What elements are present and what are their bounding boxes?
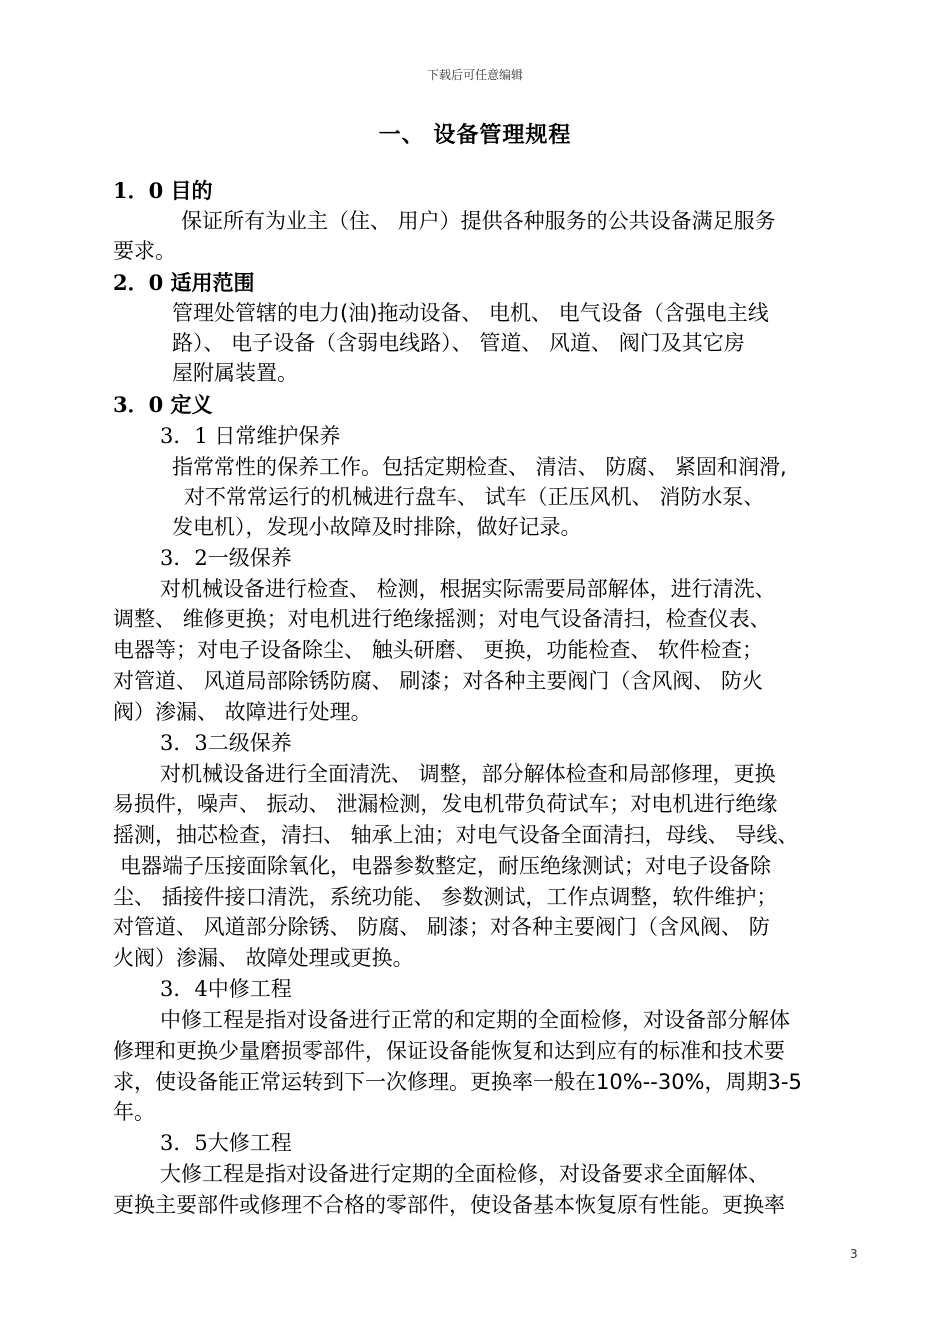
paragraph-line: 电器端子压接面除氧化，电器参数整定，耐压绝缘测试；对电子设备除 [120, 854, 771, 878]
section-heading: 2．0 适用范围 [113, 270, 255, 295]
paragraph-line: 电器等；对电子设备除尘、 触头研磨、 更换，功能检查、 软件检查； [113, 638, 764, 662]
paragraph-line: 对不常常运行的机械进行盘车、 试车（正压风机、 消防水泵、 [184, 485, 765, 509]
document-title: 一、 设备管理规程 [378, 123, 572, 148]
paragraph-line: 修理和更换少量磨损零部件，保证设备能恢复和达到应有的标准和技术要 [113, 1039, 785, 1063]
paragraph-line: 火阀）渗漏、 故障处理或更换。 [113, 946, 414, 970]
paragraph-line: 调整、 维修更换；对电机进行绝缘摇测；对电气设备清扫，检查仪表、 [113, 607, 771, 631]
paragraph-line: 管理处管辖的电力(油)拖动设备、 电机、 电气设备（含强电主线 [172, 301, 769, 325]
paragraph-line: 要求。 [113, 239, 176, 263]
paragraph-line: 屋附属装置。 [172, 361, 298, 385]
paragraph-line: 易损件，噪声、 振动、 泄漏检测，发电机带负荷试车；对电机进行绝缘 [113, 792, 778, 816]
paragraph-line: 保证所有为业主（住、 用户）提供各种服务的公共设备满足服务 [181, 209, 776, 233]
paragraph-line: 大修工程是指对设备进行定期的全面检修，对设备要求全面解体、 [160, 1162, 769, 1186]
paragraph-line: 对管道、 风道局部除锈防腐、 刷漆；对各种主要阀门（含风阀、 防火 [113, 669, 764, 693]
paragraph-line: 发电机），发现小故障及时排除，做好记录。 [172, 515, 582, 539]
paragraph-line: 对管道、 风道部分除锈、 防腐、 刷漆；对各种主要阀门（含风阀、 防 [113, 915, 770, 939]
page-header: 下载后可任意编辑 [426, 68, 523, 82]
section-heading: 1．0 目的 [113, 178, 213, 203]
paragraph-line: 尘、 插接件接口清洗，系统功能、 参数测试，工作点调整，软件维护； [113, 885, 778, 909]
page-number: 3 [850, 1247, 858, 1261]
section-heading: 3．0 定义 [113, 392, 213, 417]
paragraph-line: 指常常性的保养工作。包括定期检查、 清洁、 防腐、 紧固和润滑, [172, 455, 787, 479]
subsection-heading: 3．3二级保养 [160, 731, 292, 755]
paragraph-line: 路）、 电子设备（含弱电线路）、 管道、 风道、 阀门及其它房 [172, 331, 745, 355]
paragraph-line: 阀）渗漏、 故障进行处理。 [113, 700, 372, 724]
paragraph-line: 中修工程是指对设备进行正常的和定期的全面检修，对设备部分解体 [160, 1008, 790, 1032]
subsection-heading: 3．4中修工程 [160, 977, 292, 1001]
subsection-heading: 3．2一级保养 [160, 546, 292, 570]
subsection-heading: 3．1 日常维护保养 [160, 424, 341, 448]
paragraph-line: 摇测，抽芯检查，清扫、 轴承上油；对电气设备全面清扫，母线、 导线、 [113, 823, 799, 847]
paragraph-line: 求，使设备能正常运转到下一次修理。更换率一般在10%--30%，周期3-5 [113, 1070, 802, 1094]
subsection-heading: 3．5大修工程 [160, 1131, 292, 1155]
paragraph-line: 对机械设备进行检查、 检测，根据实际需要局部解体，进行清洗、 [160, 577, 776, 601]
paragraph-line: 更换主要部件或修理不合格的零部件，使设备基本恢复原有性能。更换率 [113, 1193, 785, 1217]
paragraph-line: 对机械设备进行全面清洗、 调整，部分解体检查和局部修理，更换 [160, 762, 776, 786]
paragraph-line: 年。 [113, 1100, 155, 1124]
